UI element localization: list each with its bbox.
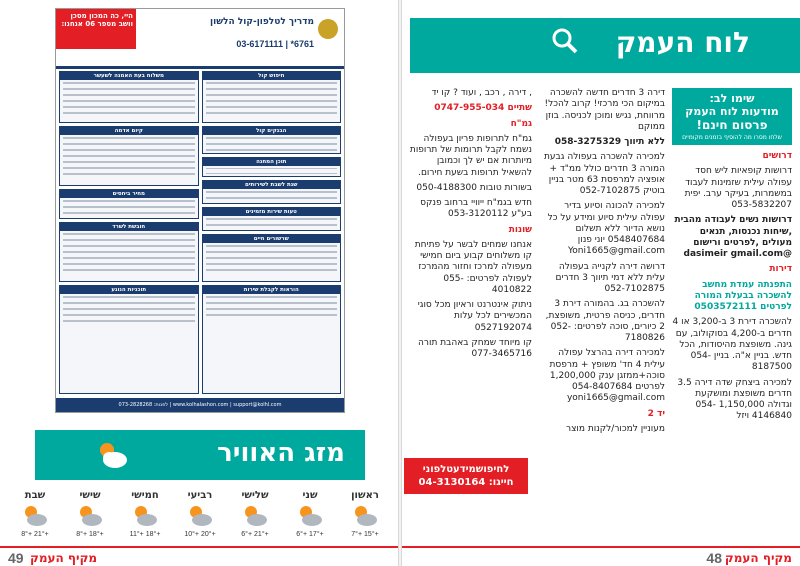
classified-ad: התפנתה עמדת מחשב להשכרה בבעלת המורה לפרטים 0503572111 — [694, 279, 792, 312]
partly-cloudy-icon — [65, 501, 115, 531]
guide-phone: 03-6171111 | *6761 — [236, 39, 314, 49]
weather-day: רביעי +20° +10° — [175, 490, 225, 542]
partly-cloudy-icon — [340, 501, 390, 531]
section-heading: שתיים 0747-955-034 — [434, 103, 532, 114]
classified-ad: דירה 3 חדרים חדשה להשכרה במיקום הכי מרכזי! קרוב להכל! מרווחת, נגיש ומוכן לכניסה. בוזן ממוקם — [544, 88, 665, 132]
guide-red-box: היי, כה המכון מסכן וושב מספר 06 אנחנו: — [56, 9, 136, 49]
weather-forecast — [10, 490, 390, 542]
classifieds-title: לוח העמק — [615, 26, 750, 59]
classified-ad: דרושות נשים לעבודה מהבית ,שיחות נכנסות, תנאים מעולים ,לפרטים ורישום @dasimeir gmail.com — [674, 215, 792, 259]
classified-ad: ניתוק אינטרנט וראיון מכל סוגי המכשירים לכל עלות 0527192074 — [417, 300, 532, 333]
classifieds-column — [404, 88, 532, 364]
weather-header — [35, 430, 365, 480]
guide-section: חיפוש קול — [202, 71, 342, 123]
classifieds-columns — [400, 88, 800, 544]
emblem-icon — [318, 19, 338, 39]
partly-cloudy-icon — [230, 501, 280, 531]
phone-guide-ad — [55, 8, 345, 413]
guide-section: חובשת לשרד — [59, 222, 199, 282]
classifieds-column — [672, 88, 792, 427]
classified-ad: למכירה להכונה וסיוע בדיר עפולה עילית סיוע ומידע על כל נושא הדיור ללא תשלום 0548407684 יוני פנון Yoni1665@gmail.com — [547, 201, 665, 257]
classified-ad: חדש בגמ"ח ייוויי ברחוב פנקס בע"ע 053-3120112 — [420, 198, 532, 220]
magnifier-icon — [550, 26, 580, 56]
classified-ad: קו מיוחד שמחק באהבת תורה 077-3465716 — [418, 337, 532, 359]
classified-ad: להשכרה בג. בהמורה דירת 3 חדרים, כניסה פרטית, משופצת, 2 כיורים, סוכה לפרטים: 052-7180826 — [545, 299, 665, 343]
page-number: 49 — [8, 550, 24, 566]
free-ads-promo: שימו לב: מודעות לוח העמק פרסום חינם! שלחו מסרו מה להוסיף בזמנים מקומיים — [672, 88, 792, 145]
weather-day: שלישי +21° +6° — [230, 490, 280, 542]
guide-section: תוכניות הנוגע — [59, 285, 199, 394]
classified-ad: להשכרה דירת 3 ב-3,200 או 4 חדרים ב-4,200 בסוקולוב, עם גינה. משופצת מהיסודות, הכל חדש. בניין א"ה. בניין 054-8187500 — [672, 317, 792, 373]
classified-ad: מעוניין למכור/לקנות מוצר — [565, 423, 665, 434]
classifieds-header — [410, 18, 800, 73]
guide-section: טעות שירות מזמינים — [202, 207, 342, 231]
guide-section: שרשורים חיים — [202, 234, 342, 282]
section-heading: יד 2 — [647, 408, 665, 419]
section-heading: שונות — [508, 224, 532, 235]
guide-section: תוכן המחנה — [202, 157, 342, 177]
section-heading: גמ"ח — [510, 118, 532, 129]
guide-column-left — [59, 71, 199, 394]
weather-title: מזג האוויר — [217, 438, 345, 468]
partly-cloudy-icon — [285, 501, 335, 531]
weather-day: ראשון +15° +7° — [340, 490, 390, 542]
section-heading: דרושים — [762, 151, 792, 161]
guide-title: מדריך לטלפון-קול הלשון — [210, 17, 314, 27]
classified-ad: דרושות קופאיות ליש חסד עפולה עילית שזמינות לעבוד במשמרות, בעיקר ערב. יפית 053-5832207 — [684, 166, 792, 210]
classified-ad: אנחנו שמחים לבשר על פתיחת קו משלוחים קבוע ביום חמישי מעפולה למרכז וחזור מהמרכז לעפולה לפרטים: 055-4010822 — [414, 239, 532, 295]
weather-day: שני +17° +6° — [285, 490, 335, 542]
guide-section: שנת לשבת לשירותים — [202, 180, 342, 204]
weather-day: חמישי +18° +11° — [120, 490, 170, 542]
guide-footer: www.kolhalashon.com | support@kolhl.com | לפנות: 073-2828268 — [56, 398, 344, 412]
classified-ad: למכירה דירה בהרצל עפולה עילית 4 חד' משופץ + מרפסת סוכה+ממזגן ענק 1,200,000 לפרטים 054-8407684 yoni1665@gmail.com — [549, 348, 665, 404]
classified-ad: למכירה ביצחק שדה דירה 3.5 חדרים משופצת ומושקעת וגדולה 1,150,000 054-4146840 ויזל — [677, 377, 792, 422]
classified-ad: גמ"ח לתרופות פריון בעפולה נשמח לקבל תרומות של תרופות מיותרות אם יש לך וכמובן להשאיל תרופות בשעת חירום. — [409, 133, 532, 178]
guide-header — [56, 9, 344, 69]
spread-gutter — [398, 0, 402, 566]
guide-section: קיום אדמה — [59, 126, 199, 186]
guide-section: מחיר ביחסים — [59, 189, 199, 219]
page-number: 48 — [706, 550, 722, 566]
guide-section: הבנקים קול — [202, 126, 342, 154]
cloud-sun-icon — [95, 438, 129, 472]
weather-day: שישי +18° +8° — [65, 490, 115, 542]
classified-ad: למכירה להשכרה בעפולה גבעת המורה 3 חדרים כולל ממ"ד + אופציה למרפסת 63 מטר בניין בוטיק 052-7102875 — [544, 152, 665, 196]
info-hotline-box: לחיפושמידעטלפוני חייגו: 04-3130164 — [404, 458, 528, 494]
left-footer — [0, 546, 400, 566]
classified-ad: בשורות טובות 050-4188300 — [416, 182, 532, 193]
partly-cloudy-icon — [120, 501, 170, 531]
section-heading: דירות — [769, 264, 792, 275]
guide-body — [59, 71, 341, 394]
partly-cloudy-icon — [175, 501, 225, 531]
partly-cloudy-icon — [10, 501, 60, 531]
classified-ad: ללא תיווך 058-3275329 — [554, 137, 665, 147]
magazine-logo: מקיף העמק — [724, 551, 792, 565]
guide-section: הוראות לקבלת שירות — [202, 285, 342, 394]
guide-section: משלוח בעת האמנה לשעשר — [59, 71, 199, 123]
classified-ad: דרושה דירה לקנייה בעפולה עלית ללא דמי תיווך 3 חדרים 052-7102875 — [555, 261, 665, 294]
right-footer — [400, 546, 800, 566]
guide-column-right — [202, 71, 342, 394]
classifieds-column — [540, 88, 665, 439]
magazine-logo: מקיף העמק — [30, 551, 98, 565]
classified-ad: , דירה , רכב , ועוד ? קו יד — [431, 88, 532, 98]
right-page — [400, 0, 800, 566]
weather-day: שבת +21° +8° — [10, 490, 60, 542]
